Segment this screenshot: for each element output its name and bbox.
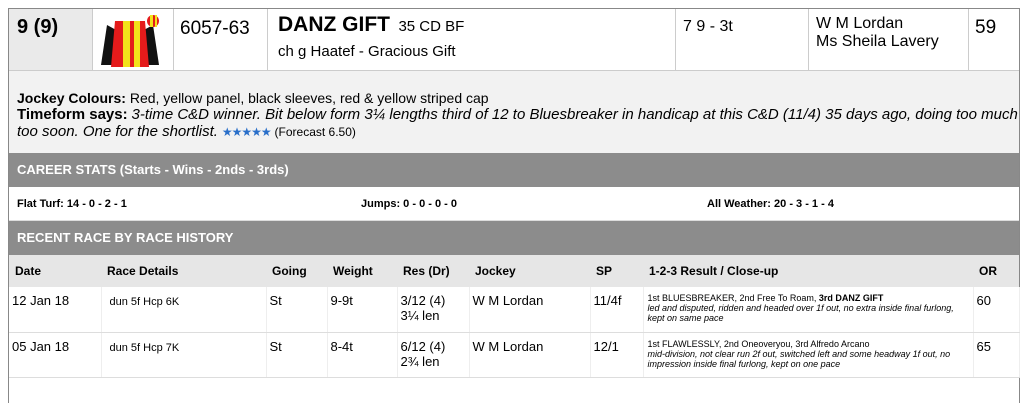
race-weight: 9-9t bbox=[327, 287, 397, 332]
jockey-colours bbox=[17, 90, 1019, 106]
career-stats-title: CAREER STATS (Starts - Wins - 2nds - 3rds) bbox=[9, 153, 1019, 187]
jockey-name: W M Lordan bbox=[816, 15, 904, 32]
closeup-comment: led and disputed, ridden and headed over 1f out, no extra inside final furlong, kept on same pace bbox=[647, 303, 954, 323]
col-or[interactable]: OR bbox=[973, 255, 1019, 287]
jumps-stats: Jumps: 0 - 0 - 0 - 0 bbox=[361, 198, 457, 210]
horse-breeding: ch g Haatef - Gracious Gift bbox=[278, 43, 456, 60]
race-result bbox=[397, 332, 469, 377]
race-sp: 11/4f bbox=[590, 287, 643, 332]
col-jockey[interactable]: Jockey bbox=[469, 255, 590, 287]
col-going[interactable]: Going bbox=[266, 255, 327, 287]
race-date: 12 Jan 18 bbox=[9, 287, 101, 332]
col-race-details[interactable]: Race Details bbox=[101, 255, 266, 287]
race-history-table bbox=[9, 255, 1020, 378]
race-jockey: W M Lordan bbox=[469, 332, 590, 377]
col-sp[interactable]: SP bbox=[590, 255, 643, 287]
result-highlight: 3rd DANZ GIFT bbox=[818, 293, 884, 303]
table-row[interactable] bbox=[9, 287, 1019, 332]
timeform-comment bbox=[17, 106, 1019, 140]
horse-name[interactable]: DANZ GIFT bbox=[278, 13, 390, 36]
result-placings: 1st BLUESBREAKER, 2nd Free To Roam, bbox=[647, 293, 819, 303]
col-result[interactable]: Res (Dr) bbox=[397, 255, 469, 287]
horse-info bbox=[268, 9, 676, 70]
connections bbox=[809, 9, 969, 70]
official-rating: 59 bbox=[975, 17, 997, 38]
col-closeup[interactable]: 1-2-3 Result / Close-up bbox=[643, 255, 973, 287]
horse-meta: 35 CD BF bbox=[398, 18, 465, 35]
flat-turf-stats: Flat Turf: 14 - 0 - 2 - 1 bbox=[17, 198, 127, 210]
career-stats bbox=[9, 187, 1019, 221]
timeform-label: Timeform says: bbox=[17, 106, 128, 123]
age-weight: 7 9 - 3t bbox=[676, 9, 809, 70]
race-weight: 8-4t bbox=[327, 332, 397, 377]
jockey-silks-icon bbox=[93, 9, 174, 71]
table-row[interactable] bbox=[9, 332, 1019, 377]
race-closeup bbox=[643, 287, 973, 332]
race-sp: 12/1 bbox=[590, 332, 643, 377]
timeform-text: 3-time C&D winner. Bit below form 3¼ lengths third of 12 to Bluesbreaker in handicap at this C&D (11/4) 35 days ago, doing too much too soon. One for the shortlist. bbox=[17, 106, 1018, 140]
race-or: 65 bbox=[973, 332, 1019, 377]
race-result bbox=[397, 287, 469, 332]
race-details[interactable]: dun 5f Hcp 7K bbox=[101, 332, 266, 377]
runner-header bbox=[9, 9, 1019, 71]
race-closeup bbox=[643, 332, 973, 377]
star-rating-icon: ★★★★★ bbox=[221, 125, 271, 139]
result-placings: 1st FLAWLESSLY, 2nd Oneoveryou, 3rd Alfredo Arcano bbox=[647, 338, 870, 349]
col-date[interactable]: Date bbox=[9, 255, 101, 287]
recent-form: 6057-63 bbox=[174, 9, 268, 70]
jockey-silks bbox=[93, 9, 174, 70]
race-margin: 2¾ len bbox=[400, 353, 440, 369]
race-card bbox=[8, 8, 1020, 403]
race-going: St bbox=[266, 287, 327, 332]
race-or: 60 bbox=[973, 287, 1019, 332]
runner-number: 9 (9) bbox=[9, 9, 93, 70]
race-going: St bbox=[266, 332, 327, 377]
race-position: 6/12 (4) bbox=[400, 338, 446, 354]
all-weather-stats: All Weather: 20 - 3 - 1 - 4 bbox=[707, 198, 834, 210]
race-position: 3/12 (4) bbox=[400, 293, 446, 308]
closeup-comment: mid-division, not clear run 2f out, switched left and some headway 1f out, no impression inside final furlong, kept on one pace bbox=[647, 348, 951, 369]
trainer-name: Ms Sheila Lavery bbox=[816, 33, 939, 50]
runner-info bbox=[9, 71, 1019, 153]
race-jockey: W M Lordan bbox=[469, 287, 590, 332]
race-margin: 3¼ len bbox=[400, 308, 440, 323]
race-history-title: RECENT RACE BY RACE HISTORY bbox=[9, 221, 1019, 255]
forecast-odds: (Forecast 6.50) bbox=[274, 125, 356, 139]
jockey-colours-label: Jockey Colours: bbox=[17, 90, 126, 106]
race-details[interactable]: dun 5f Hcp 6K bbox=[101, 287, 266, 332]
col-weight[interactable]: Weight bbox=[327, 255, 397, 287]
table-header-row bbox=[9, 255, 1019, 287]
jockey-colours-text: Red, yellow panel, black sleeves, red & yellow striped cap bbox=[129, 90, 489, 106]
race-date: 05 Jan 18 bbox=[9, 332, 101, 377]
